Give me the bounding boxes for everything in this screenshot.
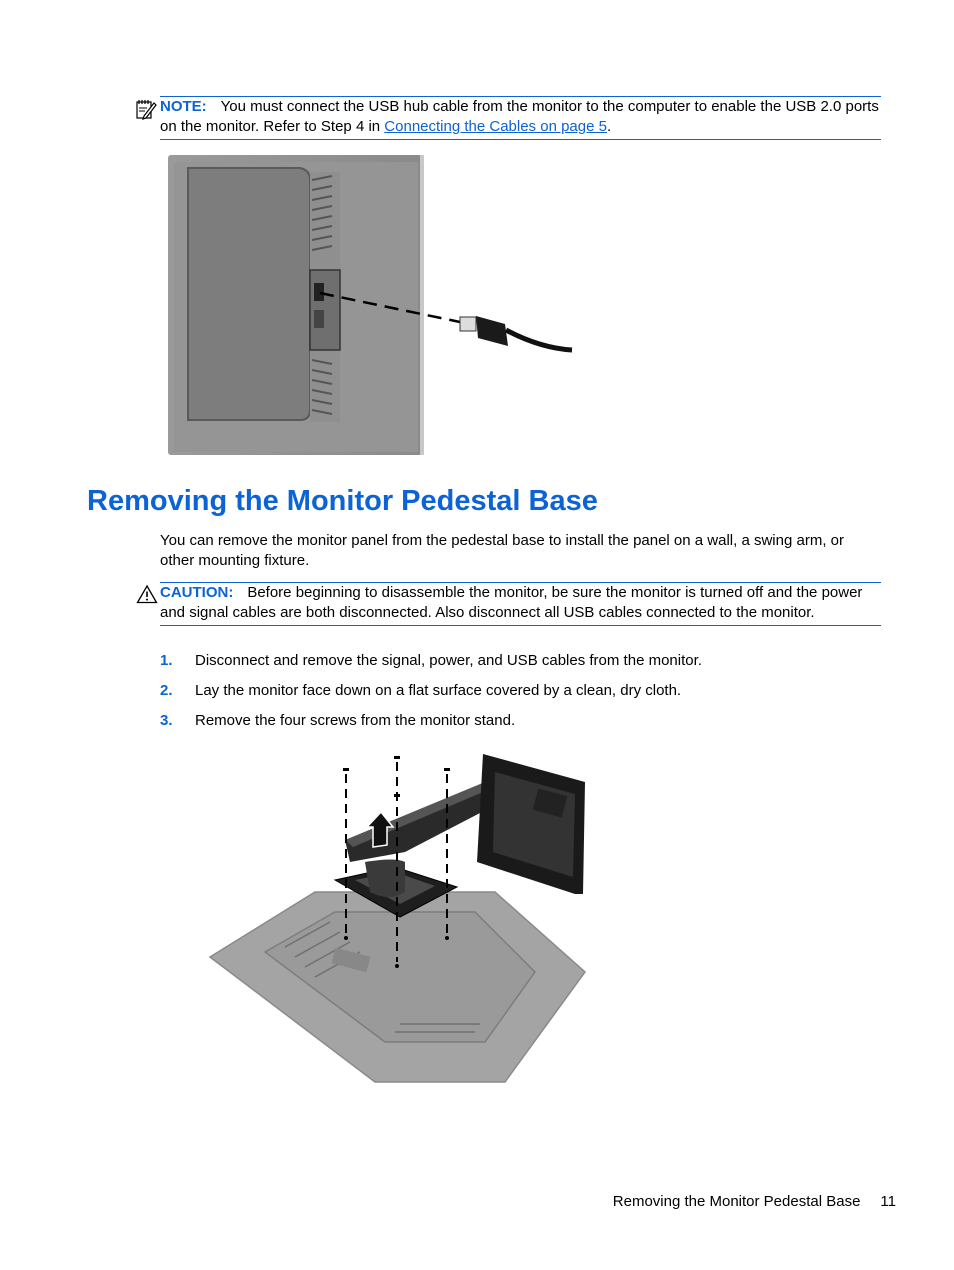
usb-connection-illustration xyxy=(160,150,580,460)
note-text-end: . xyxy=(606,118,612,135)
page-number: 11 xyxy=(880,1193,896,1210)
step-text: Lay the monitor face down on a flat surface covered by a clean, dry cloth. xyxy=(195,682,682,699)
caution-label: CAUTION: xyxy=(160,584,234,601)
footer-section: Removing the Monitor Pedestal Base xyxy=(612,1193,861,1210)
note-label: NOTE: xyxy=(160,98,207,115)
step-text: Disconnect and remove the signal, power, and USB cables from the monitor. xyxy=(195,652,702,669)
section-intro: You can remove the monitor panel from the pedestal base to install the panel on a wall, a swing arm, or other mounting fixture. xyxy=(160,532,845,569)
note-box xyxy=(160,96,881,140)
step-number: 2. xyxy=(160,682,173,699)
step-item xyxy=(160,711,515,731)
step-number: 1. xyxy=(160,652,173,669)
step-item xyxy=(160,681,681,701)
note-text: You must connect the USB hub cable from the monitor to the computer to enable the USB 2.0 ports on the monitor. Refer to Step 4 in xyxy=(160,98,879,135)
caution-text: Before beginning to disassemble the monitor, be sure the monitor is turned off and the power and signal cables are both disconnected. Also disconnect all USB cables connected to the monitor. xyxy=(160,584,863,621)
pedestal-removal-illustration xyxy=(205,752,590,1087)
warning-triangle-icon xyxy=(136,584,158,604)
page-footer xyxy=(613,1192,896,1212)
step-text: Remove the four screws from the monitor stand. xyxy=(195,712,516,729)
caution-box xyxy=(160,582,881,626)
step-item xyxy=(160,651,702,671)
connecting-cables-link[interactable]: Connecting the Cables on page 5 xyxy=(384,118,607,135)
section-title: Removing the Monitor Pedestal Base xyxy=(87,485,598,517)
step-number: 3. xyxy=(160,712,173,729)
note-pencil-icon xyxy=(135,97,157,121)
